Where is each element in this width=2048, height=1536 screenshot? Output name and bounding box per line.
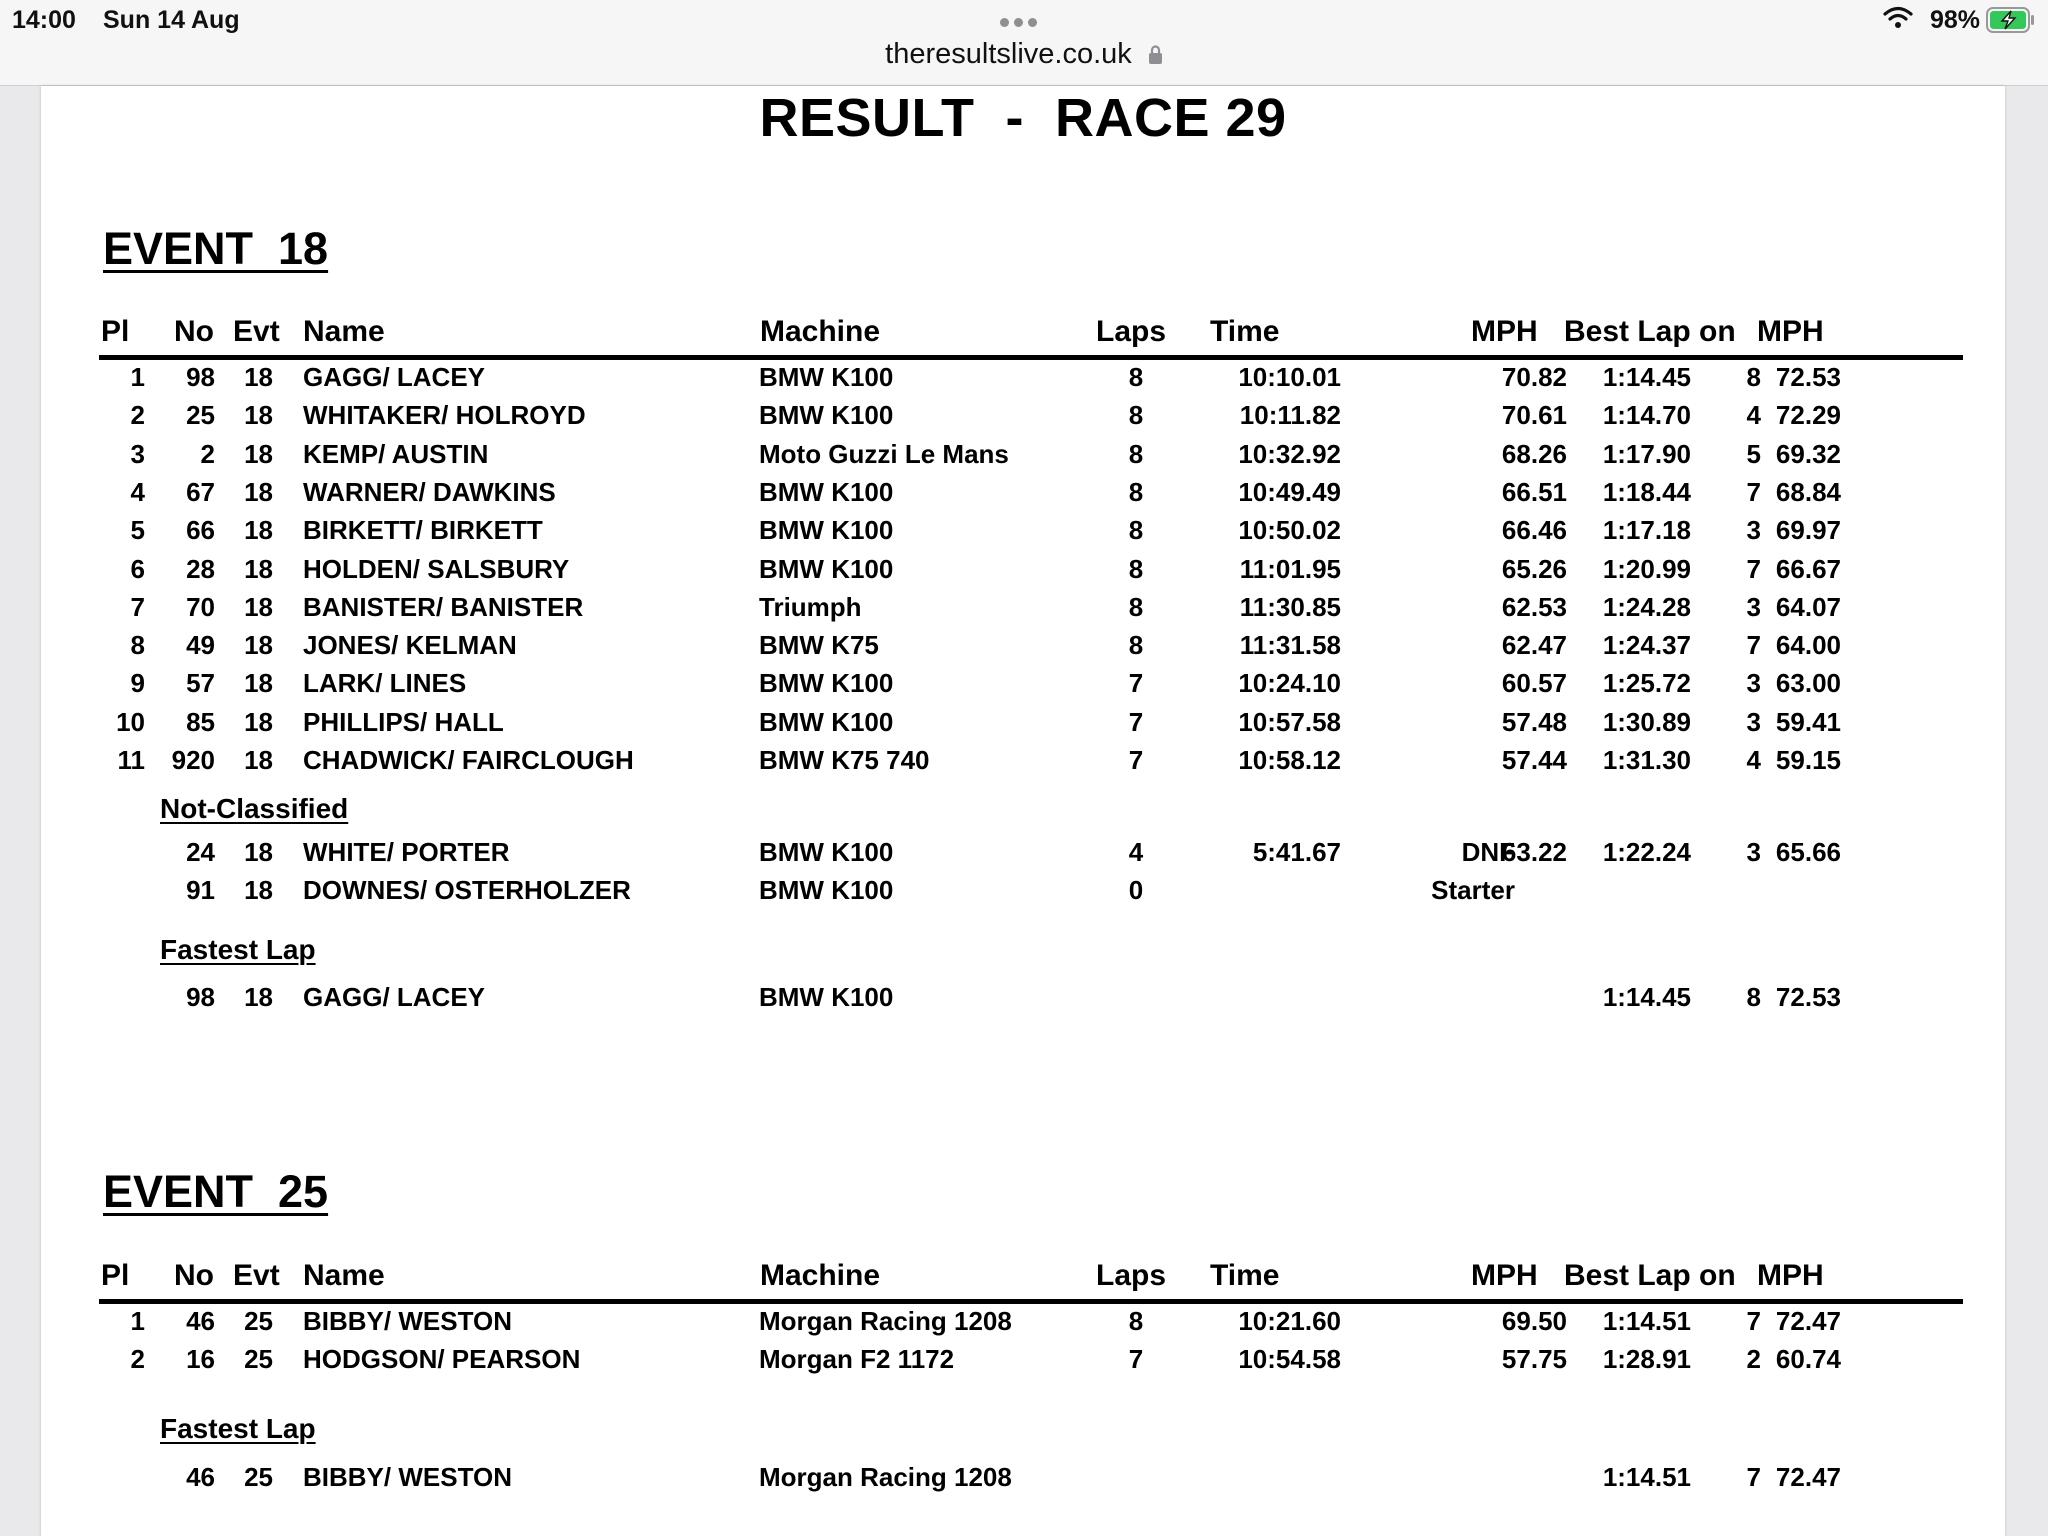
header-machine: Machine (760, 315, 881, 348)
table-row (41, 477, 1941, 513)
status-time: 14:00 (12, 6, 76, 34)
cell-mph: 57.48 (1501, 706, 1567, 737)
cell-time: 5:41.67 (1252, 837, 1341, 867)
cell-best-lap-on: 4 (1746, 400, 1761, 431)
header-pl: Pl (101, 315, 130, 348)
table-row (41, 1462, 1941, 1498)
cell-time: 10:50.02 (1238, 515, 1341, 546)
table-row (41, 439, 1941, 475)
cell-best-lap-on: 7 (1746, 476, 1761, 507)
cell-best-lap-mph: 64.07 (1775, 591, 1841, 622)
cell-number: 49 (186, 630, 215, 661)
cell-best-lap-mph: 72.53 (1775, 362, 1841, 392)
header-pl: Pl (101, 1259, 130, 1292)
header-mph-best: MPH (1757, 315, 1824, 348)
cell-laps: 7 (1128, 745, 1144, 775)
event-title: EVENT 18 (103, 223, 329, 274)
cell-best-lap: 1:24.37 (1602, 630, 1691, 661)
cell-best-lap: 1:24.28 (1602, 591, 1691, 622)
cell-machine: Morgan F2 1172 (759, 1344, 955, 1375)
cell-time: 10:49.49 (1238, 476, 1341, 507)
status-date: Sun 14 Aug (103, 6, 240, 34)
event-title: EVENT 25 (103, 1166, 329, 1217)
cell-place: 5 (130, 515, 145, 546)
cell-name: HOLDEN/ SALSBURY (303, 553, 570, 584)
cell-laps: 8 (1128, 1306, 1144, 1336)
cell-event: 18 (244, 515, 273, 546)
cell-best-lap-on: 7 (1746, 1462, 1761, 1492)
battery-charging-icon (1986, 7, 2036, 33)
browser-chrome (0, 0, 2048, 86)
cell-number: 70 (186, 591, 215, 622)
cell-time: 11:30.85 (1239, 591, 1341, 622)
cell-best-lap-mph: 68.84 (1775, 476, 1841, 507)
cell-name: WARNER/ DAWKINS (303, 476, 556, 507)
cell-machine: BMW K100 (759, 476, 894, 507)
cell-name: GAGG/ LACEY (303, 362, 486, 392)
cell-machine: BMW K75 (759, 630, 879, 661)
header-mph: MPH (1471, 1259, 1538, 1292)
cell-mph: 65.26 (1501, 553, 1567, 584)
multitasking-dots-icon[interactable] (1000, 14, 1046, 26)
cell-machine: Moto Guzzi Le Mans (759, 438, 1009, 469)
table-row (41, 362, 1941, 398)
cell-machine: BMW K100 (759, 875, 894, 906)
results-document (41, 86, 2005, 1536)
cell-machine: BMW K100 (759, 706, 894, 737)
cell-laps: 8 (1128, 438, 1144, 469)
cell-place: 11 (117, 745, 145, 775)
cell-event: 25 (244, 1462, 273, 1492)
cell-number: 85 (186, 706, 215, 737)
header-best-lap-on: Best Lap on (1564, 315, 1736, 348)
header-time: Time (1210, 1259, 1280, 1292)
cell-time: 10:32.92 (1238, 438, 1341, 469)
cell-place: 8 (130, 630, 145, 661)
cell-best-lap-mph: 72.47 (1775, 1462, 1841, 1492)
cell-best-lap-on: 8 (1746, 362, 1761, 392)
cell-name: BANISTER/ BANISTER (303, 591, 584, 622)
cell-place: 10 (116, 706, 145, 737)
cell-event: 18 (244, 400, 273, 431)
cell-best-lap: 1:14.51 (1602, 1462, 1691, 1492)
cell-number: 25 (186, 400, 215, 431)
cell-machine: BMW K100 (759, 982, 894, 1012)
cell-mph: 69.50 (1501, 1306, 1567, 1336)
cell-time: 10:21.60 (1238, 1306, 1341, 1336)
header-laps: Laps (1096, 1259, 1167, 1292)
table-row (41, 400, 1941, 436)
cell-event: 25 (244, 1306, 273, 1336)
cell-best-lap-on: 4 (1746, 745, 1761, 775)
cell-event: 18 (244, 837, 273, 867)
cell-best-lap-on: 2 (1746, 1344, 1761, 1375)
fastest-lap-title: Fastest Lap (160, 934, 316, 965)
cell-mph: 70.61 (1501, 400, 1567, 431)
cell-best-lap: 1:18.44 (1602, 476, 1691, 507)
cell-name: DOWNES/ OSTERHOLZER (303, 875, 631, 906)
table-row (41, 745, 1941, 781)
cell-laps: 8 (1128, 476, 1144, 507)
cell-place: 1 (130, 1306, 145, 1336)
header-best-lap-on: Best Lap on (1564, 1259, 1736, 1292)
cell-event: 18 (244, 630, 273, 661)
cell-best-lap-on: 3 (1746, 706, 1761, 737)
cell-machine: Morgan Racing 1208 (759, 1306, 1012, 1336)
cell-best-lap-mph: 63.00 (1775, 668, 1841, 699)
cell-place: 1 (130, 362, 145, 392)
cell-name: BIBBY/ WESTON (303, 1306, 512, 1336)
cell-number: 2 (200, 438, 215, 469)
table-row (41, 592, 1941, 628)
cell-best-lap-on: 3 (1746, 591, 1761, 622)
address-bar[interactable] (0, 38, 2048, 71)
battery-percentage: 98% (1930, 6, 1981, 34)
cell-machine: BMW K100 (759, 515, 894, 546)
table-row (41, 707, 1941, 743)
cell-machine: Triumph (759, 591, 862, 622)
cell-best-lap-on: 3 (1746, 668, 1761, 699)
cell-place: 2 (130, 400, 145, 431)
page-title: RESULT - RACE 29 (759, 88, 1287, 148)
cell-number: 16 (186, 1344, 215, 1375)
cell-best-lap-mph: 69.97 (1775, 515, 1841, 546)
cell-number: 98 (186, 362, 215, 392)
cell-best-lap: 1:17.90 (1602, 438, 1691, 469)
cell-name: PHILLIPS/ HALL (303, 706, 504, 737)
cell-name: JONES/ KELMAN (303, 630, 517, 661)
cell-event: 18 (244, 875, 273, 906)
results-table-header (99, 1259, 1963, 1304)
cell-laps: 7 (1128, 1344, 1144, 1375)
cell-best-lap: 1:22.24 (1602, 837, 1691, 867)
cell-machine: BMW K100 (759, 400, 894, 431)
cell-place: 9 (130, 668, 145, 699)
cell-mph: 70.82 (1501, 362, 1567, 392)
cell-best-lap-mph: 69.32 (1775, 438, 1841, 469)
lock-icon (1148, 45, 1163, 65)
cell-place: 3 (130, 438, 145, 469)
cell-machine: BMW K100 (759, 837, 894, 867)
cell-laps: 7 (1128, 668, 1144, 699)
header-mph-best: MPH (1757, 1259, 1824, 1292)
cell-number: 46 (186, 1462, 215, 1492)
cell-best-lap-on: 8 (1746, 982, 1761, 1012)
header-evt: Evt (233, 1259, 280, 1292)
cell-laps: 0 (1128, 875, 1144, 906)
table-row (41, 515, 1941, 551)
cell-best-lap-mph: 66.67 (1775, 553, 1841, 584)
cell-best-lap-on: 7 (1746, 553, 1761, 584)
url-text[interactable]: theresultslive.co.uk (885, 38, 1132, 70)
cell-name: KEMP/ AUSTIN (303, 438, 489, 469)
cell-best-lap: 1:17.18 (1602, 515, 1691, 546)
cell-best-lap-mph: 60.74 (1775, 1344, 1841, 1375)
cell-mph: 57.44 (1501, 745, 1567, 775)
cell-name: WHITE/ PORTER (303, 837, 510, 867)
header-no: No (174, 1259, 214, 1292)
cell-event: 18 (244, 438, 273, 469)
cell-best-lap-mph: 59.15 (1775, 745, 1841, 775)
cell-mph: 66.46 (1501, 515, 1567, 546)
cell-time: 10:24.10 (1238, 668, 1341, 699)
cell-laps: 4 (1128, 837, 1144, 867)
cell-number: 46 (186, 1306, 215, 1336)
fastest-lap-title: Fastest Lap (160, 1413, 316, 1444)
cell-best-lap-on: 5 (1746, 438, 1761, 469)
cell-number: 98 (186, 982, 215, 1012)
header-no: No (174, 315, 214, 348)
cell-machine: BMW K100 (759, 553, 894, 584)
cell-best-lap-mph: 64.00 (1775, 630, 1841, 661)
header-machine: Machine (760, 1259, 881, 1292)
cell-best-lap-on: 7 (1746, 630, 1761, 661)
cell-machine: BMW K100 (759, 668, 894, 699)
cell-best-lap-on: 7 (1746, 1306, 1761, 1336)
cell-laps: 8 (1128, 630, 1144, 661)
cell-laps: 8 (1128, 362, 1144, 392)
cell-place: 7 (130, 591, 145, 622)
cell-machine: BMW K75 740 (759, 745, 930, 775)
cell-best-lap: 1:14.45 (1602, 982, 1691, 1012)
cell-number: 57 (186, 668, 215, 699)
table-row (41, 875, 1941, 911)
cell-mph: 62.47 (1501, 630, 1567, 661)
cell-event: 25 (244, 1344, 273, 1375)
cell-name: GAGG/ LACEY (303, 982, 486, 1012)
cell-event: 18 (244, 553, 273, 584)
cell-place: 6 (130, 553, 145, 584)
cell-event: 18 (244, 476, 273, 507)
cell-best-lap: 1:14.45 (1602, 362, 1691, 392)
cell-time: 11:31.58 (1239, 630, 1341, 661)
cell-event: 18 (244, 668, 273, 699)
cell-name: BIRKETT/ BIRKETT (303, 515, 543, 546)
wifi-icon (1883, 6, 1913, 30)
cell-best-lap: 1:30.89 (1602, 706, 1691, 737)
cell-mph: 62.53 (1501, 591, 1567, 622)
header-laps: Laps (1096, 315, 1167, 348)
cell-number: 24 (186, 837, 215, 867)
cell-time: 10:11.82 (1239, 400, 1341, 431)
cell-event: 18 (244, 362, 273, 392)
cell-laps: 8 (1128, 591, 1144, 622)
cell-machine: Morgan Racing 1208 (759, 1462, 1012, 1492)
header-name: Name (303, 315, 385, 348)
table-row (41, 837, 1941, 873)
cell-best-lap: 1:14.51 (1602, 1306, 1691, 1336)
cell-place: 2 (130, 1344, 145, 1375)
not-classified-title: Not-Classified (160, 793, 349, 824)
cell-machine: BMW K100 (759, 362, 894, 392)
cell-place: 4 (130, 476, 145, 507)
cell-best-lap-mph: 59.41 (1775, 706, 1841, 737)
cell-name: CHADWICK/ FAIRCLOUGH (303, 745, 634, 775)
header-time: Time (1210, 315, 1280, 348)
cell-status: Starter (1431, 875, 1515, 906)
cell-best-lap: 1:31.30 (1602, 745, 1691, 775)
cell-time: 10:10.01 (1238, 362, 1341, 392)
cell-time: 10:54.58 (1238, 1344, 1341, 1375)
cell-best-lap-mph: 72.53 (1775, 982, 1841, 1012)
cell-best-lap-mph: 65.66 (1775, 837, 1841, 867)
cell-name: WHITAKER/ HOLROYD (303, 400, 586, 431)
results-table-header (99, 315, 1963, 360)
cell-number: 91 (186, 875, 215, 906)
table-row (41, 630, 1941, 666)
table-row (41, 668, 1941, 704)
cell-mph: 68.26 (1501, 438, 1567, 469)
cell-time: 10:57.58 (1238, 706, 1341, 737)
cell-event: 18 (244, 706, 273, 737)
cell-best-lap-mph: 72.47 (1775, 1306, 1841, 1336)
cell-laps: 8 (1128, 515, 1144, 546)
header-name: Name (303, 1259, 385, 1292)
cell-best-lap-mph: 72.29 (1775, 400, 1841, 431)
cell-mph: 66.51 (1501, 476, 1567, 507)
cell-number: 920 (171, 745, 215, 775)
cell-number: 67 (186, 476, 215, 507)
cell-best-lap-on: 3 (1746, 837, 1761, 867)
cell-best-lap: 1:14.70 (1602, 400, 1691, 431)
cell-event: 18 (244, 591, 273, 622)
cell-status: DNF (1461, 837, 1515, 867)
cell-event: 18 (244, 982, 273, 1012)
cell-mph: 57.75 (1501, 1344, 1567, 1375)
cell-laps: 8 (1128, 400, 1144, 431)
cell-time: 11:01.95 (1239, 553, 1341, 584)
cell-name: LARK/ LINES (303, 668, 467, 699)
table-row (41, 1344, 1941, 1380)
cell-laps: 8 (1128, 553, 1144, 584)
cell-laps: 7 (1128, 706, 1144, 737)
cell-best-lap: 1:20.99 (1602, 553, 1691, 584)
cell-best-lap: 1:28.91 (1602, 1344, 1691, 1375)
header-evt: Evt (233, 315, 280, 348)
cell-number: 28 (186, 553, 215, 584)
header-mph: MPH (1471, 315, 1538, 348)
cell-event: 18 (244, 745, 273, 775)
table-row (41, 1306, 1941, 1342)
table-row (41, 982, 1941, 1018)
cell-mph: 60.57 (1501, 668, 1567, 699)
cell-number: 66 (186, 515, 215, 546)
cell-name: BIBBY/ WESTON (303, 1462, 512, 1492)
cell-best-lap: 1:25.72 (1602, 668, 1691, 699)
cell-best-lap-on: 3 (1746, 515, 1761, 546)
table-row (41, 554, 1941, 590)
cell-mph: 63.22 (1501, 837, 1567, 867)
cell-name: HODGSON/ PEARSON (303, 1344, 581, 1375)
cell-time: 10:58.12 (1238, 745, 1341, 775)
